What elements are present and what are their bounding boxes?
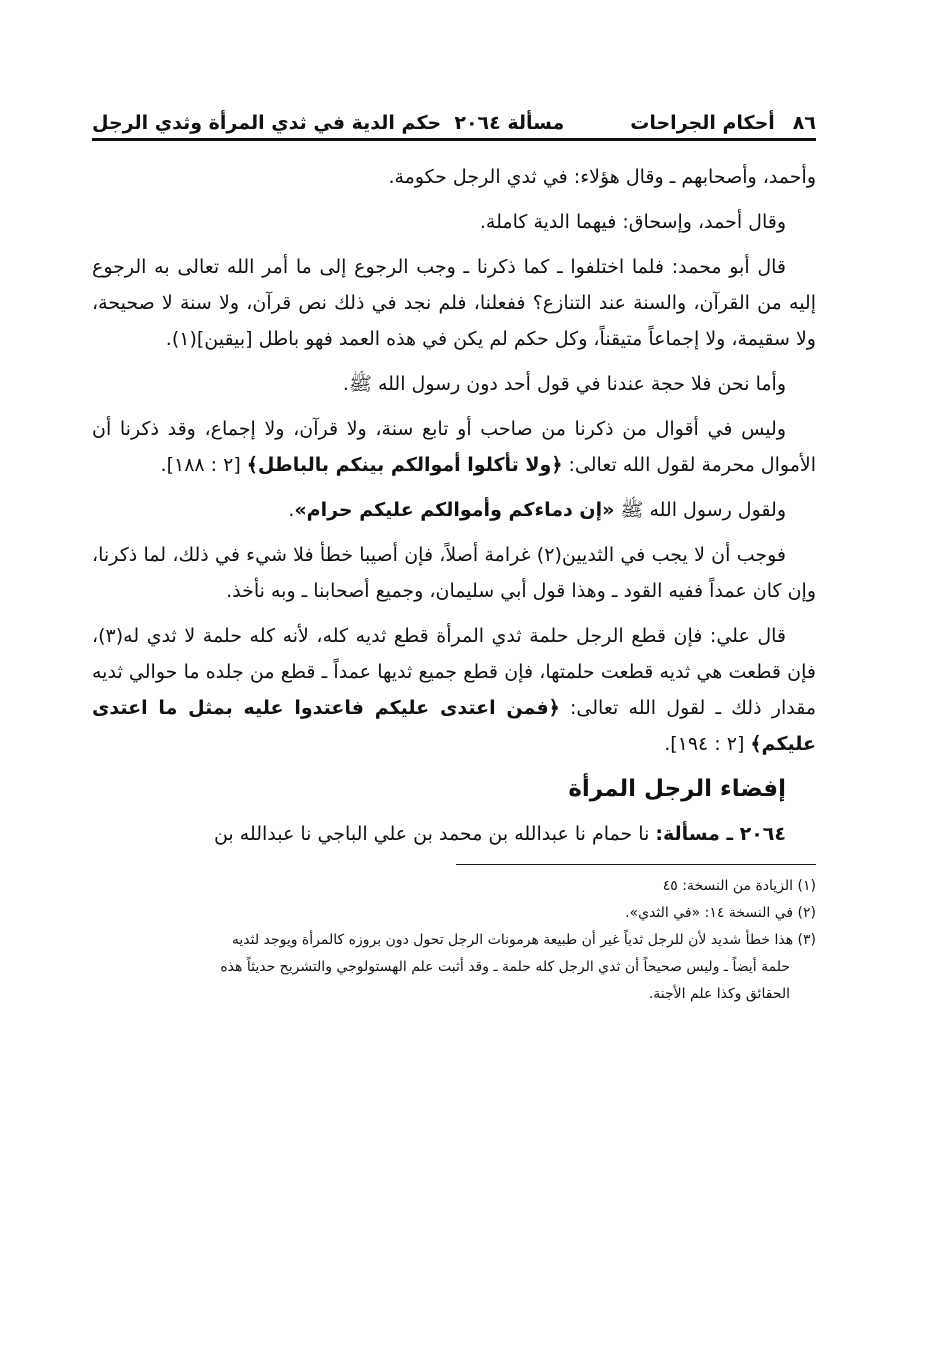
- book-title: أحكام الجراحات: [630, 112, 775, 134]
- citation: [٢ : ١٩٤].: [664, 733, 751, 755]
- section-title: إفضاء الرجل المرأة: [568, 776, 786, 802]
- footnote-2: (٢) في النسخة ١٤: «في الثدي».: [625, 905, 816, 921]
- paragraph-text: قال علي: فإن قطع الرجل حلمة ثدي المرأة قطع ثديه كله، لأنه كله حلمة لا ثدي له(٣)، فإن قطعت هي ثديه قطعت حلمتها، فإن قطع جميع ثديها عمداً ـ قطع من جلده ما حوالي ثديه مقدار ذلك ـ لقول الله تعالى:: [92, 625, 816, 719]
- running-header: [92, 100, 816, 141]
- issue-text: نا حمام نا عبدالله بن محمد بن علي الباجي نا عبدالله بن: [213, 823, 656, 845]
- header-right: [454, 112, 816, 134]
- footnote-1: (١) الزيادة من النسخة: ٤٥: [662, 878, 816, 894]
- paragraph: [92, 411, 816, 483]
- footnote-3-line-2: حلمة أيضاً ـ وليس صحيحاً أن ثدي الرجل كله حلمة ـ وقد أثبت علم الهستولوجي والتشريح حديثاً هذه: [220, 959, 790, 975]
- paragraph-text: ولقول رسول الله ﷺ: [614, 499, 786, 521]
- page-body: [92, 159, 816, 852]
- citation: [٢ : ١٨٨].: [160, 454, 247, 476]
- issue-paragraph: [92, 816, 816, 852]
- footnotes: [92, 873, 816, 1008]
- page-number: ٨٦: [792, 112, 816, 134]
- paragraph: قال أبو محمد: فلما اختلفوا ـ كما ذكرنا ـ وجب الرجوع إلى ما أمر الله تعالى به الرجوع إليه من القرآن، والسنة عند التنازع؟ ففعلنا، فلم نجد في ذلك نص قرآن، ولا سنة لا صحيحة، ولا سقيمة، ولا إجماعاً متيقناً، وكل حكم لم يكن في هذه العمد فهو باطل [بيقين](١).: [92, 256, 816, 350]
- footnote-divider: [456, 864, 816, 865]
- paragraph: وأحمد، وأصحابهم ـ وقال هؤلاء: في ثدي الرجل حكومة.: [388, 166, 816, 188]
- paragraph: فوجب أن لا يجب في الثديين(٢) غرامة أصلاً، فإن أصيبا خطأ فلا شيء في ذلك، لما ذكرنا، وإن كان عمداً ففيه القود ـ وهذا قول أبي سليمان، وجميع أصحابنا ـ وبه نأخذ.: [92, 544, 816, 602]
- footnote-3: (٣) هذا خطأ شديد لأن للرجل ثدياً غير أن طبيعة هرمونات الرجل تحول دون بروزه كالمرأة ويوجد لثديه: [231, 932, 816, 948]
- footnote-3-line-3: الحقائق وكذا علم الأجنة.: [648, 986, 790, 1002]
- paragraph: [92, 492, 816, 528]
- issue-number: مسألة ٢٠٦٤: [454, 112, 565, 134]
- paragraph-text: وليس في أقوال من ذكرنا من صاحب أو تابع سنة، ولا قرآن، ولا إجماع، وقد ذكرنا أن الأموال محرمة لقول الله تعالى:: [92, 418, 816, 476]
- hadith-quote: «إن دماءكم وأموالكم عليكم حرام»: [294, 499, 615, 521]
- quran-quote: ﴿ولا تأكلوا أموالكم بينكم بالباطل﴾: [246, 454, 563, 476]
- running-title: حكم الدية في ثدي المرأة وثدي الرجل: [92, 112, 442, 134]
- quran-quote: ﴿فمن اعتدى عليكم فاعتدوا عليه بمثل ما اعتدى عليكم﴾: [92, 697, 816, 755]
- paragraph: [92, 618, 816, 762]
- paragraph: وأما نحن فلا حجة عندنا في قول أحد دون رسول الله ﷺ.: [342, 373, 786, 395]
- paragraph-end: .: [288, 499, 295, 521]
- paragraph: وقال أحمد، وإسحاق: فيهما الدية كاملة.: [479, 211, 786, 233]
- issue-label: ٢٠٦٤ ـ مسألة:: [655, 823, 786, 845]
